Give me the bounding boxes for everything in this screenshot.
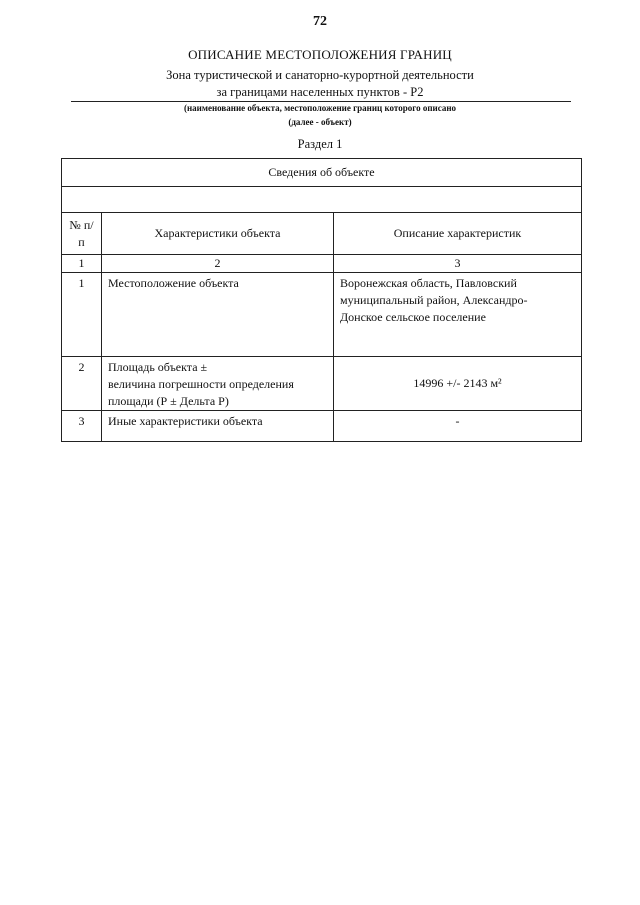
underline-rule <box>71 101 571 102</box>
text-line: Площадь объекта ± <box>108 360 208 374</box>
row-characteristic <box>102 411 334 442</box>
text-line: площади (Р ± Дельта Р) <box>108 394 229 408</box>
object-caption-line-2: (далее - объект) <box>288 117 352 127</box>
text-line: Иные характеристики объекта <box>108 414 263 428</box>
column-number-2: 2 <box>102 255 334 273</box>
header-description: Описание характеристик <box>334 213 582 255</box>
empty-row <box>62 187 582 213</box>
row-description <box>334 273 582 357</box>
row-number: 3 <box>62 411 102 442</box>
table-row <box>62 357 582 411</box>
document-title: ОПИСАНИЕ МЕСТОПОЛОЖЕНИЯ ГРАНИЦ <box>188 47 452 62</box>
row-characteristic <box>102 357 334 411</box>
object-name-line-2: за границами населенных пунктов - Р2 <box>216 85 424 99</box>
text-line: - <box>455 414 460 428</box>
object-info-table <box>61 158 582 442</box>
text-line: 14996 +/- 2143 м² <box>413 376 502 390</box>
column-number-3: 3 <box>334 255 582 273</box>
text-line: муниципальный район, Александро- <box>340 293 528 307</box>
column-number-1: 1 <box>62 255 102 273</box>
text-line: Донское сельское поселение <box>340 310 486 324</box>
table-row <box>62 273 582 357</box>
section-title: Раздел 1 <box>297 137 343 151</box>
text-line: Местоположение объекта <box>108 276 239 290</box>
table-title: Сведения об объекте <box>62 159 582 187</box>
row-number: 1 <box>62 273 102 357</box>
object-caption-line-1: (наименование объекта, местоположение границ которого описано <box>183 103 457 113</box>
row-number: 2 <box>62 357 102 411</box>
page-number: 72 <box>313 14 327 29</box>
row-description <box>334 411 582 442</box>
text-line: Воронежская область, Павловский <box>340 276 517 290</box>
row-characteristic <box>102 273 334 357</box>
table-row <box>62 411 582 442</box>
object-name-line-1: Зона туристической и санаторно-курортной деятельности <box>166 68 474 82</box>
text-line: величина погрешности определения <box>108 377 294 391</box>
row-description <box>334 357 582 411</box>
header-number: № п/п <box>62 213 102 255</box>
header-characteristic: Характеристики объекта <box>102 213 334 255</box>
